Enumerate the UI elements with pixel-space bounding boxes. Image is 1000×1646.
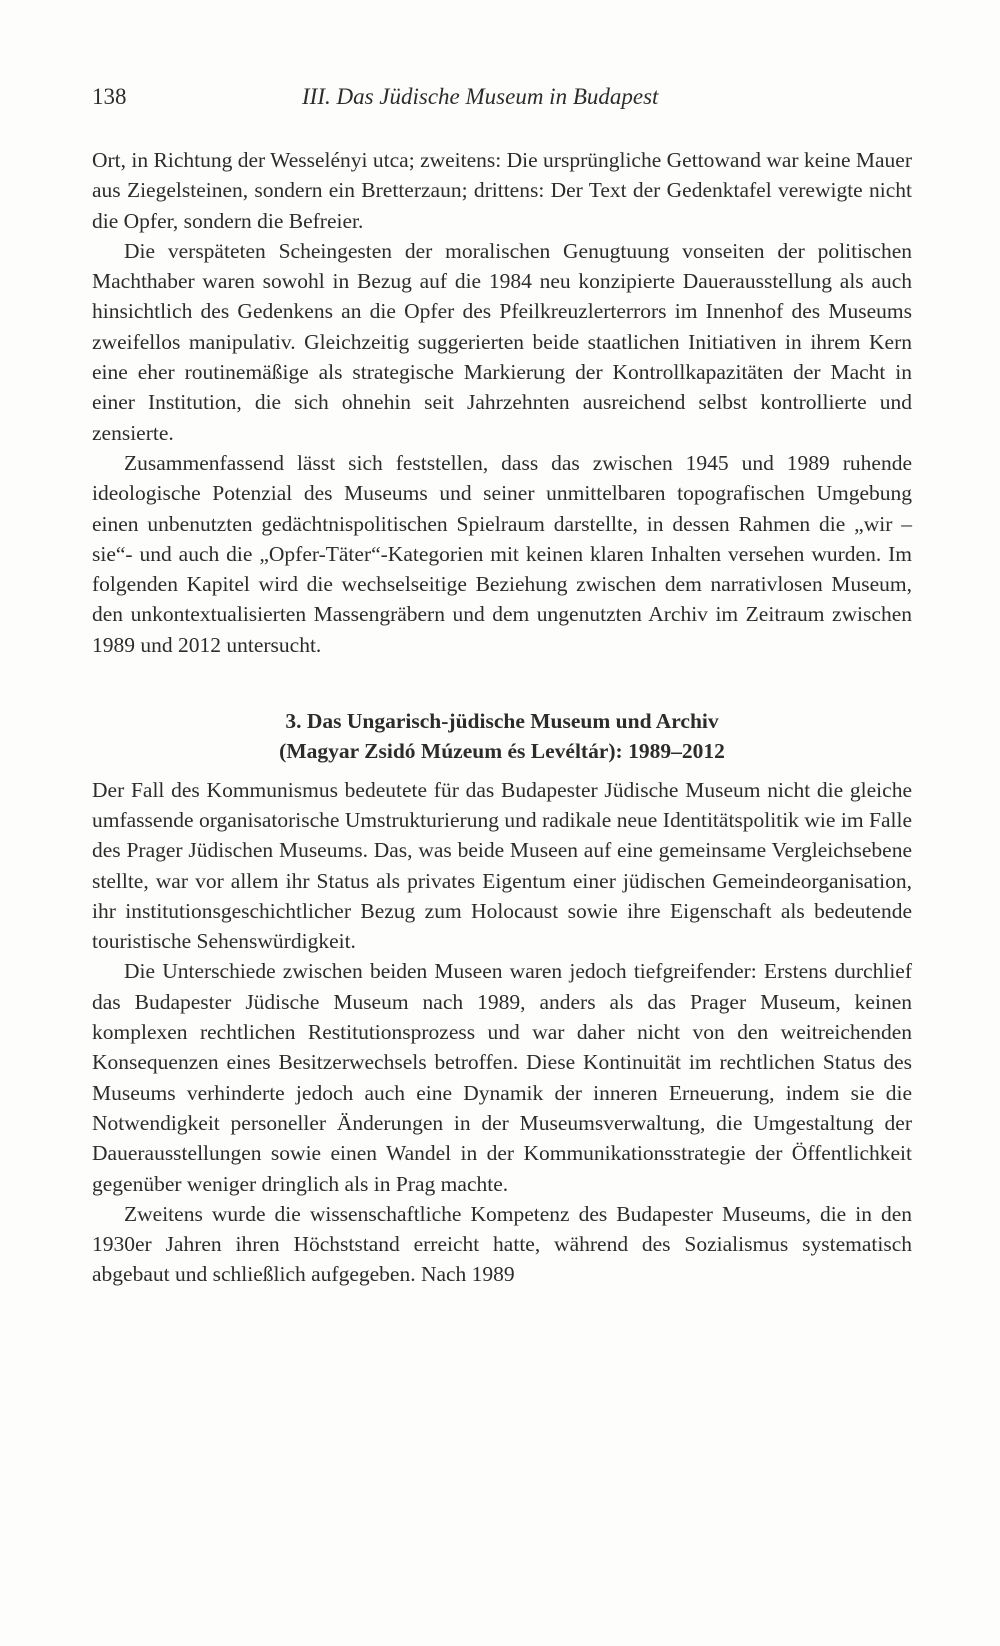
paragraph: Die verspäteten Scheingesten der moralischen Genugtuung vonseiten der politischen Machthaber waren sowohl in Bezug auf die 1984 neu konzipierte Dauerausstellung als auch hinsichtlich des Gedenkens an die Opfer des Pfeilkreuzlerterrors im Innenhof des Museums zweifellos manipulativ. Gleichzeitig suggerierten beide staatlichen Initiativen in ihrem Kern eine eher routinemäßige als strategische Markierung der Kontrollkapazitäten der Macht in einer Institution, die sich ohnehin seit Jahrzehnten ausreichend selbst kontrollierte und zensierte. — [92, 238, 912, 445]
chapter-title: III. Das Jüdische Museum in Budapest — [302, 84, 659, 109]
paragraph: Der Fall des Kommunismus bedeutete für das Budapester Jüdische Museum nicht die gleiche umfassende organisatorische Umstrukturierung und radikale neue Identitätspolitik wie im Falle des Prager Jüdischen Museums. Das, was beide Museen auf eine gemeinsame Vergleichsebene stellte, war vor allem ihr Status als privates Eigentum einer jüdischen Gemeindeorganisation, ihr institutionsgeschichtlicher Bezug zum Holocaust sowie ihre Eigenschaft als bedeutende touristische Sehenswürdigkeit. — [92, 777, 912, 954]
running-head — [92, 80, 912, 114]
section-heading-line-2: (Magyar Zsidó Múzeum és Levéltár): 1989–2012 — [279, 739, 725, 764]
section-heading — [92, 706, 912, 767]
paragraph-continued: Ort, in Richtung der Wesselényi utca; zweitens: Die ursprüngliche Gettowand war keine Mauer aus Ziegelsteinen, sondern ein Bretterzaun; drittens: Der Text der Gedenktafel verewigte nicht die Opfer, sondern die Befreier. — [92, 148, 913, 233]
page-number: 138 — [92, 84, 127, 109]
paragraph: Die Unterschiede zwischen beiden Museen waren jedoch tiefgreifender: Erstens durchlief das Budapester Jüdische Museum nach 1989, anders als das Prager Museum, keinen komplexen rechtlichen Restitutionsprozess und war daher nicht von den weitreichenden Konsequenzen eines Besitzerwechsels betroffen. Diese Kontinuität im rechtlichen Status des Museums verhinderte jedoch auch eine Dynamik der inneren Erneuerung, indem sie die Notwendigkeit personeller Änderungen in der Museumsverwaltung, die Umgestaltung der Dauerausstellungen sowie einen Wandel in der Kommunikationsstrategie der Öffentlichkeit gegenüber weniger dringlich als in Prag machte. — [92, 959, 912, 1196]
paragraph: Zweitens wurde die wissenschaftliche Kompetenz des Budapester Museums, die in den 1930er Jahren ihren Höchststand erreicht hatte, während des Sozialismus systematisch abgebaut und schließlich aufgegeben. Nach 1989 — [92, 1201, 912, 1287]
paragraph: Zusammenfassend lässt sich feststellen, dass das zwischen 1945 und 1989 ruhende ideologische Potenzial des Museums und seiner unmittelbaren topografischen Umgebung einen unbenutzten gedächtnispolitischen Spielraum darstellte, in dessen Rahmen die „wir – sie“- und auch die „Opfer-Täter“-Kategorien mit keinen klaren Inhalten versehen wurden. Im folgenden Kapitel wird die wechselseitige Beziehung zwischen dem narrativlosen Museum, den unkontextualisierten Massengräbern und dem ungenutzten Archiv im Zeitraum zwischen 1989 und 2012 untersucht. — [92, 450, 912, 657]
body-text — [92, 145, 912, 1290]
section-heading-line-1: 3. Das Ungarisch-jüdische Museum und Archiv — [285, 709, 719, 734]
